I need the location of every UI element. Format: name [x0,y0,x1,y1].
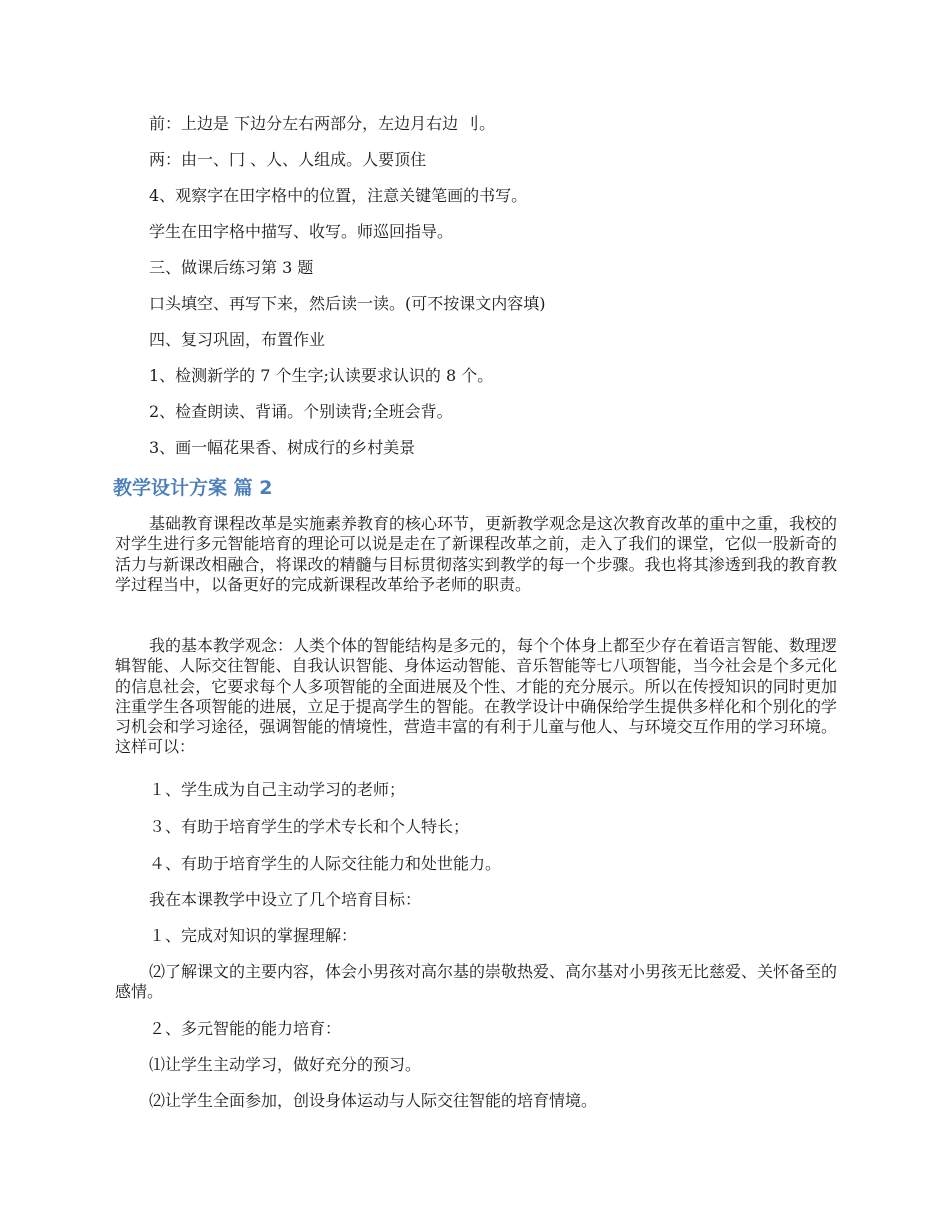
text-line: 四、复习巩固，布置作业 [149,330,326,349]
section-heading: 教学设计方案 篇 2 [113,477,273,499]
list-item: ４、有助于培育学生的人际交往能力和处世能力。 [149,854,502,873]
list-item: ２、多元智能的能力培育： [149,1019,342,1038]
text-line: 两：由一、冂 、人、人组成。人要顶住 [149,150,427,169]
sub-item: ⑵了解课文的主要内容，体会小男孩对高尔基的崇敬热爱、高尔基对小男孩无比慈爱、关怀备至的感情。 [115,962,838,1002]
sub-item: ⑴让学生主动学习，做好充分的预习。 [149,1055,422,1074]
paragraph-intro: 基础教育课程改革是实施素养教育的核心环节，更新教学观念是这次教育改革的重中之重，我校的对学生进行多元智能培育的理论可以说是走在了新课程改革之前，走入了我们的课堂，它似一股新奇的活力与新课改相融合，将课改的精髓与目标贯彻落实到教学的每一个步骤。我也将其渗透到我的教育教学过程当中，以备更好的完成新课程改革给予老师的职责。 [115,514,838,594]
text-line: 学生在田字格中描写、收写。师巡回指导。 [149,222,454,241]
text-line: 4、观察字在田字格中的位置，注意关键笔画的书写。 [149,186,528,205]
list-item: ３、有助于培育学生的学术专长和个人特长； [149,817,470,836]
text-line: 1、检测新学的 7 个生字;认读要求认识的 8 个。 [149,366,494,385]
text-line: 前：上边是 下边分左右两部分，左边月右边 刂。 [149,114,496,133]
list-item: １、学生成为自己主动学习的老师； [149,780,406,799]
paragraph-concept: 我的基本教学观念：人类个体的智能结构是多元的，每个个体身上都至少存在着语言智能、数理逻辑智能、人际交往智能、自我认识智能、身体运动智能、音乐智能等七八项智能，当今社会是个多元化的信息社会，它要求每个人多项智能的全面进展及个性、才能的充分展示。所以在传授知识的同时更加注重学生各项智能的进展，立足于提高学生的智能。在教学设计中确保给学生提供多样化和个别化的学习机会和学习途径，强调智能的情境性，营造丰富的有利于儿童与他人、与环境交互作用的学习环境。这样可以： [115,636,838,757]
list-item: １、完成对知识的掌握理解： [149,926,358,945]
text-line: 3、画一幅花果香、树成行的乡村美景 [149,438,416,457]
text-line: 三、做课后练习第 3 题 [149,258,314,277]
text-line: 我在本课教学中设立了几个培育目标： [149,890,422,909]
text-line: 口头填空、再写下来，然后读一读。(可不按课文内容填) [149,294,546,313]
sub-item: ⑵让学生全面参加，创设身体运动与人际交往智能的培育情境。 [149,1091,598,1110]
text-line: 2、检查朗读、背诵。个别读背;全班会背。 [149,402,453,421]
